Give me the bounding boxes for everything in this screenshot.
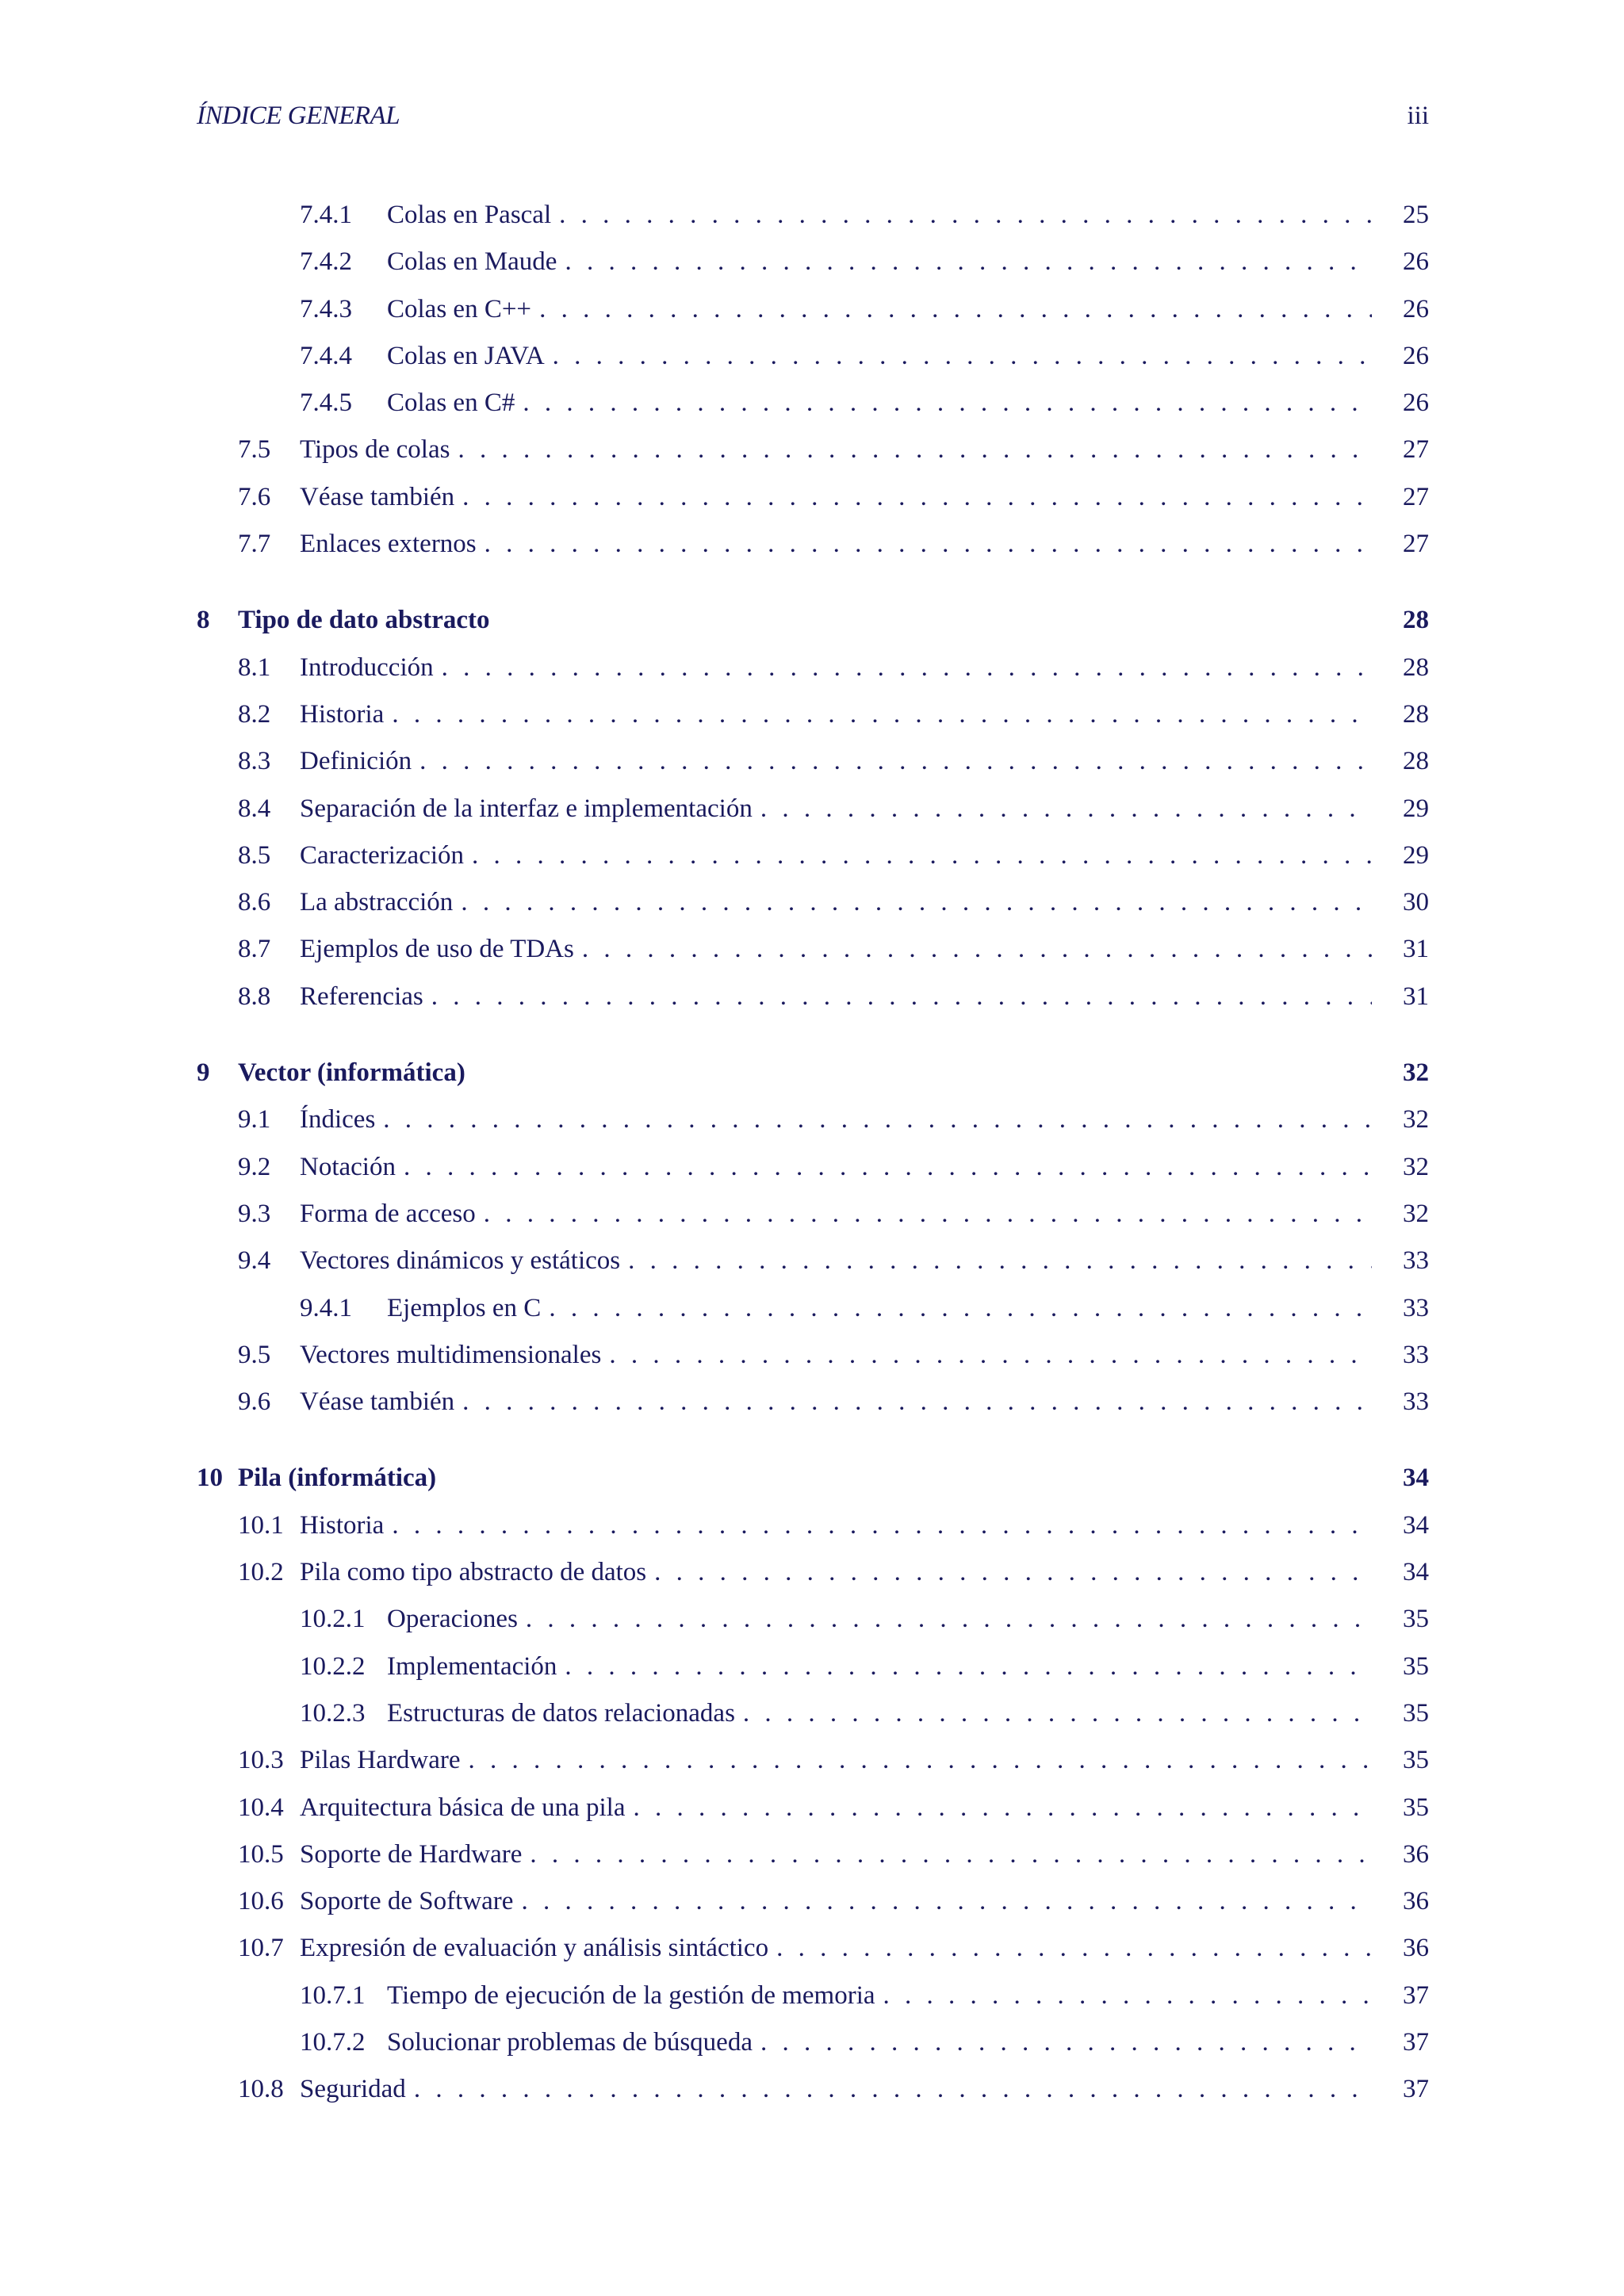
toc-entry-title[interactable]: Solucionar problemas de búsqueda — [387, 2023, 760, 2061]
toc-entry-title[interactable]: Colas en Maude — [387, 243, 565, 281]
toc-dot-leader — [485, 525, 1372, 563]
toc-dot-leader — [419, 742, 1372, 780]
toc-entry[interactable] — [197, 243, 1429, 289]
toc-entry-page-number[interactable]: 30 — [1403, 888, 1429, 917]
toc-entry-line — [300, 1148, 1429, 1186]
toc-entry-page-number[interactable]: 33 — [1403, 1340, 1429, 1369]
toc-entry-page-number[interactable]: 31 — [1403, 935, 1429, 964]
toc-entry-number: 9.3 — [238, 1199, 271, 1228]
toc-entry-line — [300, 1195, 1429, 1233]
toc-entry-title[interactable]: Vectores dinámicos y estáticos — [300, 1242, 628, 1280]
toc-entry-title[interactable]: Separación de la interfaz e implementación — [300, 790, 760, 828]
toc-entry-page-number[interactable]: 31 — [1403, 982, 1429, 1011]
toc-entry-number: 10.3 — [238, 1746, 284, 1775]
toc-chapter-entry[interactable] — [197, 1054, 1429, 1100]
toc-entry-page-number[interactable]: 27 — [1403, 530, 1429, 559]
toc-entry-title[interactable]: Seguridad — [300, 2070, 414, 2108]
toc-entry-line — [300, 649, 1429, 687]
toc-entry-number: 8.2 — [238, 699, 271, 729]
toc-entry-title[interactable]: Implementación — [387, 1647, 565, 1686]
toc-entry-line — [300, 1336, 1429, 1374]
toc-entry-title[interactable]: Soporte de Hardware — [300, 1835, 530, 1873]
toc-entry-title[interactable]: Ejemplos de uso de TDAs — [300, 930, 582, 968]
toc-entry-page-number[interactable]: 35 — [1403, 1746, 1429, 1775]
toc-entry-number: 10.6 — [238, 1887, 284, 1916]
toc-dot-leader — [760, 790, 1372, 828]
toc-dot-leader — [609, 1336, 1372, 1374]
toc-entry[interactable] — [197, 836, 1429, 883]
toc-entry[interactable] — [197, 196, 1429, 243]
toc-entry-line — [300, 930, 1429, 968]
toc-entry-title[interactable]: Tipos de colas — [300, 430, 458, 469]
toc-entry-line — [387, 337, 1429, 375]
toc-entry-line — [300, 883, 1429, 921]
toc-entry[interactable] — [197, 790, 1429, 836]
toc-dot-leader — [431, 978, 1372, 1016]
toc-entry[interactable] — [197, 1647, 1429, 1694]
running-header-title: ÍNDICE GENERAL — [197, 101, 400, 130]
toc-dot-leader — [469, 1741, 1372, 1779]
toc-entry-title[interactable]: Introducción — [300, 649, 442, 687]
toc-entry-number: 7.4.4 — [300, 341, 352, 370]
toc-entry-page-number[interactable]: 33 — [1403, 1293, 1429, 1322]
toc-entry-page-number[interactable]: 33 — [1403, 1246, 1429, 1276]
toc-entry-page-number[interactable]: 25 — [1403, 201, 1429, 229]
toc-entry-line — [300, 1100, 1429, 1138]
toc-entry-title[interactable]: Referencias — [300, 978, 431, 1016]
toc-entry-line — [387, 243, 1429, 281]
toc-entry-page-number[interactable]: 35 — [1403, 1605, 1429, 1634]
toc-entry-line — [300, 1929, 1429, 1967]
toc-entry-line — [238, 601, 1429, 639]
toc-entry-line — [300, 1553, 1429, 1591]
toc-entry[interactable] — [197, 1694, 1429, 1741]
toc-dot-leader — [565, 1647, 1372, 1686]
toc-dot-leader — [776, 1929, 1372, 1967]
toc-entry-page-number[interactable]: 32 — [1403, 1058, 1429, 1088]
toc-entry-page-number[interactable]: 26 — [1403, 341, 1429, 370]
toc-entry-page-number[interactable]: 34 — [1403, 1558, 1429, 1587]
toc-entry-title[interactable]: Tiempo de ejecución de la gestión de memoria — [387, 1976, 883, 2015]
toc-entry[interactable] — [197, 1195, 1429, 1242]
toc-entry-title[interactable]: Expresión de evaluación y análisis sintáctico — [300, 1929, 776, 1967]
toc-entry-number: 9.4.1 — [300, 1293, 352, 1322]
toc-entry-line — [300, 525, 1429, 563]
toc-dot-leader — [392, 1506, 1372, 1544]
toc-dot-leader — [743, 1694, 1372, 1732]
toc-dot-leader — [383, 1100, 1372, 1138]
toc-dot-leader — [458, 430, 1372, 469]
toc-entry-number: 10.2.3 — [300, 1698, 366, 1728]
toc-entry-page-number[interactable]: 37 — [1403, 2075, 1429, 2104]
toc-entry-line — [238, 1054, 1429, 1092]
toc-entry-page-number[interactable]: 28 — [1403, 699, 1429, 729]
toc-entry-line — [300, 790, 1429, 828]
toc-dot-leader — [462, 1383, 1372, 1421]
toc-entry-line — [300, 1789, 1429, 1827]
toc-entry-line — [387, 1647, 1429, 1686]
toc-entry-page-number[interactable]: 34 — [1403, 1510, 1429, 1540]
toc-dot-leader — [484, 1195, 1372, 1233]
toc-entry-line — [387, 384, 1429, 422]
toc-entry[interactable] — [197, 1976, 1429, 2023]
toc-entry-number: 10.7.1 — [300, 1980, 366, 2010]
toc-entry-title[interactable]: Pilas Hardware — [300, 1741, 469, 1779]
toc-entry-line — [300, 2070, 1429, 2108]
toc-entry[interactable] — [197, 695, 1429, 742]
toc-entry-title[interactable]: Vector (informática) — [238, 1054, 473, 1092]
toc-entry-page-number[interactable]: 28 — [1403, 606, 1429, 635]
toc-entry-line — [387, 290, 1429, 328]
toc-entry-title[interactable]: Historia — [300, 1506, 392, 1544]
toc-entry-line — [387, 1976, 1429, 2015]
toc-entry-number: 9.2 — [238, 1152, 271, 1181]
toc-entry-page-number[interactable]: 32 — [1403, 1152, 1429, 1181]
toc-entry-title[interactable]: Véase también — [300, 478, 462, 516]
toc-entry-page-number[interactable]: 35 — [1403, 1651, 1429, 1681]
toc-entry-title[interactable]: Definición — [300, 742, 419, 780]
toc-entry-line — [300, 478, 1429, 516]
toc-entry-title[interactable]: Caracterización — [300, 836, 472, 874]
toc-entry[interactable] — [197, 1835, 1429, 1882]
toc-dot-leader — [654, 1553, 1372, 1591]
toc-entry-page-number[interactable]: 26 — [1403, 247, 1429, 277]
toc-dot-leader — [472, 836, 1372, 874]
toc-dot-leader — [549, 1289, 1372, 1327]
toc-entry-title[interactable]: Pila (informática) — [238, 1459, 444, 1497]
toc-entry-title[interactable]: Ejemplos en C — [387, 1289, 549, 1327]
toc-entry-number: 8.3 — [238, 747, 271, 776]
toc-entry[interactable] — [197, 2023, 1429, 2070]
toc-entry-line — [300, 836, 1429, 874]
toc-entry-title[interactable]: La abstracción — [300, 883, 461, 921]
toc-entry-line — [300, 695, 1429, 733]
toc-entry[interactable] — [197, 1148, 1429, 1195]
toc-entry-number: 10.4 — [238, 1793, 284, 1822]
toc-entry-title[interactable]: Soporte de Software — [300, 1882, 521, 1920]
toc-entry-line — [300, 978, 1429, 1016]
toc-entry-number: 9.4 — [238, 1246, 271, 1276]
toc-entry-number: 7.6 — [238, 482, 271, 511]
toc-entry-title[interactable]: Colas en Pascal — [387, 196, 559, 234]
toc-entry-page-number[interactable]: 29 — [1403, 794, 1429, 823]
toc-entry-number: 8.5 — [238, 840, 271, 870]
toc-entry-number: 10.2 — [238, 1558, 284, 1587]
toc-dot-leader — [523, 384, 1372, 422]
toc-entry-page-number[interactable]: 36 — [1403, 1934, 1429, 1963]
toc-entry[interactable] — [197, 1242, 1429, 1288]
toc-entry-title[interactable]: Véase también — [300, 1383, 462, 1421]
toc-entry-page-number[interactable]: 37 — [1403, 1980, 1429, 2010]
toc-entry-number: 7.4.3 — [300, 294, 352, 323]
toc-entry-number: 9 — [197, 1058, 210, 1088]
toc-entry-number: 8 — [197, 606, 210, 635]
toc-entry-page-number[interactable]: 26 — [1403, 294, 1429, 323]
toc-dot-leader — [414, 2070, 1372, 2108]
toc-entry-page-number[interactable]: 27 — [1403, 482, 1429, 511]
toc-entry-page-number[interactable]: 26 — [1403, 388, 1429, 418]
toc-entry-number: 10.7.2 — [300, 2027, 366, 2057]
toc-entry-line — [300, 742, 1429, 780]
toc-entry-number: 10.8 — [238, 2075, 284, 2104]
toc-chapter-entry[interactable] — [197, 601, 1429, 648]
toc-entry-title[interactable]: Historia — [300, 695, 392, 733]
toc-dot-leader — [526, 1600, 1372, 1638]
toc-dot-leader — [461, 883, 1372, 921]
toc-dot-leader — [404, 1148, 1372, 1186]
toc-dot-leader — [521, 1882, 1372, 1920]
toc-entry-page-number[interactable]: 32 — [1403, 1199, 1429, 1228]
toc-entry-number: 8.7 — [238, 935, 271, 964]
toc-entry-number: 10.2.2 — [300, 1651, 366, 1681]
toc-entry-number: 9.6 — [238, 1387, 271, 1417]
running-header — [197, 101, 1429, 141]
toc-entry-number: 10.7 — [238, 1934, 284, 1963]
toc-entry-line — [300, 1383, 1429, 1421]
toc-entry[interactable] — [197, 478, 1429, 525]
toc-entry-title[interactable]: Colas en C++ — [387, 290, 539, 328]
toc-entry-number: 8.1 — [238, 652, 271, 682]
toc-entry-number: 7.4.2 — [300, 247, 352, 277]
toc-dot-leader — [559, 196, 1372, 234]
toc-entry-line — [387, 196, 1429, 234]
toc-entry[interactable] — [197, 1882, 1429, 1929]
toc-entry-title[interactable]: Vectores multidimensionales — [300, 1336, 609, 1374]
toc-dot-leader — [392, 695, 1372, 733]
toc-entry-number: 10.1 — [238, 1510, 284, 1540]
toc-entry-title[interactable]: Pila como tipo abstracto de datos — [300, 1553, 654, 1591]
running-header-page-number: iii — [1407, 101, 1429, 130]
toc-entry-title[interactable]: Arquitectura básica de una pila — [300, 1789, 634, 1827]
toc-dot-leader — [442, 649, 1372, 687]
toc-entry-page-number[interactable]: 34 — [1403, 1464, 1429, 1493]
toc-entry-title[interactable]: Colas en C# — [387, 384, 523, 422]
toc-entry-line — [300, 1741, 1429, 1779]
toc-entry[interactable] — [197, 742, 1429, 789]
toc-entry-title[interactable]: Estructuras de datos relacionadas — [387, 1694, 743, 1732]
toc-entry[interactable] — [197, 930, 1429, 977]
toc-entry-title[interactable]: Enlaces externos — [300, 525, 485, 563]
toc-entry[interactable] — [197, 1100, 1429, 1147]
toc-entry-number: 8.6 — [238, 888, 271, 917]
toc-entry-number: 7.5 — [238, 435, 271, 465]
toc-dot-leader — [530, 1835, 1372, 1873]
toc-entry-title[interactable]: Operaciones — [387, 1600, 526, 1638]
toc-entry[interactable] — [197, 384, 1429, 430]
toc-entry-title[interactable]: Colas en JAVA — [387, 337, 553, 375]
toc-entry-page-number[interactable]: 32 — [1403, 1105, 1429, 1135]
toc-dot-leader — [628, 1242, 1372, 1280]
toc-entry[interactable] — [197, 1789, 1429, 1835]
toc-entry-page-number[interactable]: 27 — [1403, 435, 1429, 465]
toc-entry[interactable] — [197, 525, 1429, 572]
toc-entry-number: 8.4 — [238, 794, 271, 823]
toc-dot-leader — [883, 1976, 1372, 2015]
toc-entry-number: 7.7 — [238, 530, 271, 559]
toc-entry[interactable] — [197, 1553, 1429, 1600]
toc-entry-line — [387, 1289, 1429, 1327]
toc-entry-page-number[interactable]: 35 — [1403, 1698, 1429, 1728]
toc-entry[interactable] — [197, 2070, 1429, 2117]
toc-chapter-entry[interactable] — [197, 1459, 1429, 1506]
toc-entry-page-number[interactable]: 36 — [1403, 1839, 1429, 1869]
toc-entry-page-number[interactable]: 35 — [1403, 1793, 1429, 1822]
toc-dot-leader — [634, 1789, 1373, 1827]
toc-entry[interactable] — [197, 1929, 1429, 1976]
toc-entry-number: 9.1 — [238, 1105, 271, 1135]
toc-entry[interactable] — [197, 649, 1429, 695]
toc-entry[interactable] — [197, 337, 1429, 384]
toc-entry[interactable] — [197, 1383, 1429, 1429]
toc-entry-number: 7.4.1 — [300, 201, 352, 229]
toc-entry-page-number[interactable]: 28 — [1403, 747, 1429, 776]
toc-entry-line — [387, 2023, 1429, 2061]
toc-entry-number: 8.8 — [238, 982, 271, 1011]
toc-entry-line — [300, 1882, 1429, 1920]
toc-entry-number: 10.5 — [238, 1839, 284, 1869]
toc-entry-page-number[interactable]: 36 — [1403, 1887, 1429, 1916]
toc-entry[interactable] — [197, 1600, 1429, 1647]
toc-entry-page-number[interactable]: 37 — [1403, 2027, 1429, 2057]
toc-dot-leader — [539, 290, 1372, 328]
toc-entry-line — [300, 1506, 1429, 1544]
toc-entry-number: 7.4.5 — [300, 388, 352, 418]
toc-entry[interactable] — [197, 1336, 1429, 1383]
toc-entry-title[interactable]: Índices — [300, 1100, 383, 1138]
toc-entry-page-number[interactable]: 33 — [1403, 1387, 1429, 1417]
toc-dot-leader — [565, 243, 1372, 281]
toc-entry-line — [300, 1242, 1429, 1280]
toc-entry-line — [300, 1835, 1429, 1873]
toc-entry-title[interactable]: Notación — [300, 1148, 404, 1186]
toc-entry[interactable] — [197, 883, 1429, 930]
toc-entry-number: 9.5 — [238, 1340, 271, 1369]
toc-entry[interactable] — [197, 978, 1429, 1024]
toc-entry-number: 10.2.1 — [300, 1605, 366, 1634]
toc-dot-leader — [553, 337, 1372, 375]
toc-entry-number: 10 — [197, 1464, 223, 1493]
table-of-contents — [197, 196, 1429, 2118]
toc-dot-leader — [760, 2023, 1372, 2061]
toc-entry[interactable] — [197, 290, 1429, 337]
toc-entry-title[interactable]: Tipo de dato abstracto — [238, 601, 498, 639]
toc-entry[interactable] — [197, 1289, 1429, 1336]
toc-dot-leader — [582, 930, 1372, 968]
toc-entry-page-number[interactable]: 29 — [1403, 840, 1429, 870]
toc-entry[interactable] — [197, 1506, 1429, 1553]
toc-entry-page-number[interactable]: 28 — [1403, 652, 1429, 682]
toc-entry-line — [387, 1694, 1429, 1732]
toc-entry-title[interactable]: Forma de acceso — [300, 1195, 484, 1233]
toc-entry[interactable] — [197, 430, 1429, 477]
toc-entry-line — [387, 1600, 1429, 1638]
toc-entry-line — [238, 1459, 1429, 1497]
toc-dot-leader — [462, 478, 1372, 516]
toc-entry-line — [300, 430, 1429, 469]
toc-entry[interactable] — [197, 1741, 1429, 1788]
